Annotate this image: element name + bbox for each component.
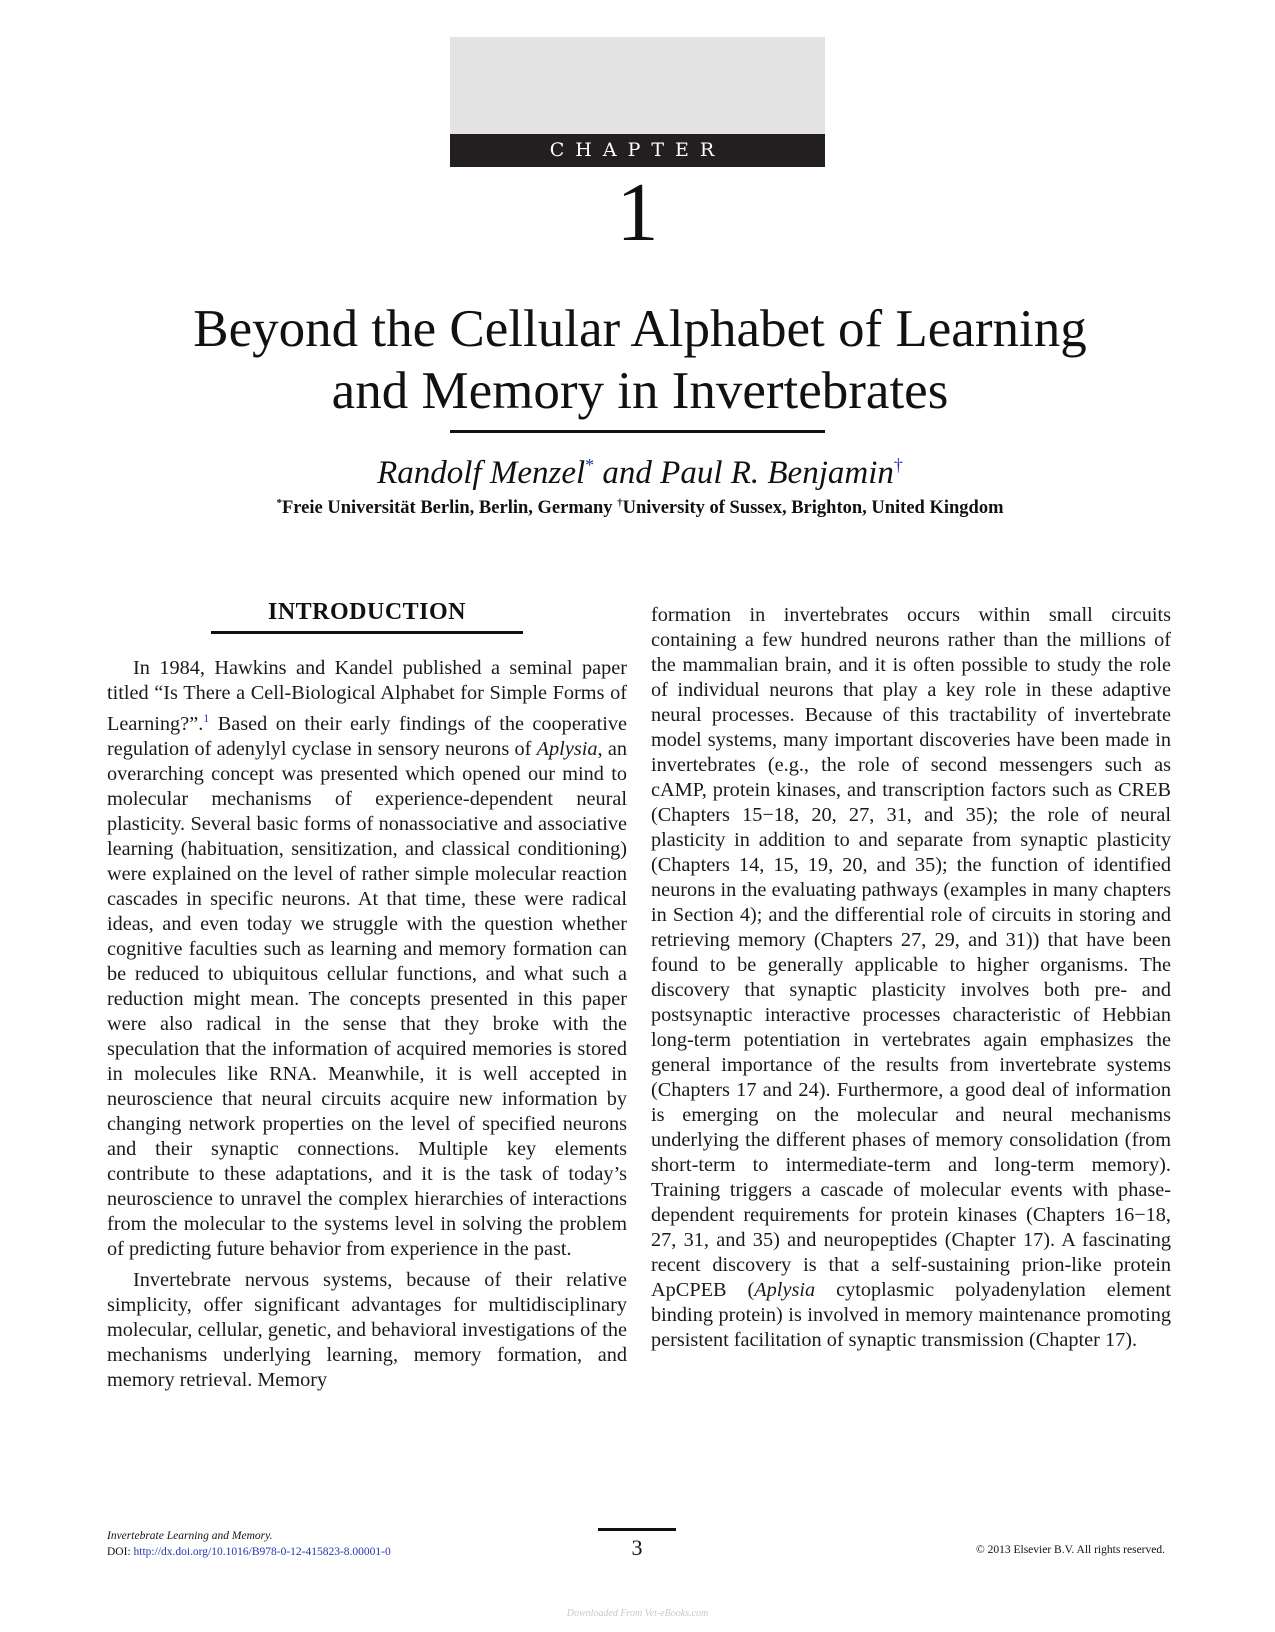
- chapter-header-box: [450, 37, 825, 134]
- affiliation-2: University of Sussex, Brighton, United Kingdom: [622, 498, 1004, 519]
- section-heading-rule: [211, 631, 523, 634]
- author-connector: and: [594, 455, 661, 491]
- right-column: [651, 603, 1171, 1353]
- paragraph-1-italic: Aplysia: [536, 737, 598, 760]
- paragraph-3-text-b: cytoplasmic polyadenylation element binding protein) is involved in memory maintenance promoting persistent facilitation of synaptic transmission (Chapter 17).: [651, 1279, 1171, 1351]
- left-column: [107, 600, 627, 1393]
- page-number-rule: [598, 1528, 676, 1531]
- footer-citation: [107, 1528, 391, 1560]
- chapter-title: [120, 298, 1160, 422]
- title-underline: [450, 430, 825, 433]
- author-line: [120, 444, 1160, 494]
- paragraph-3-italic: Aplysia: [754, 1279, 816, 1301]
- chapter-label: CHAPTER: [450, 134, 825, 167]
- download-watermark: Downloaded From Vet-eBooks.com: [566, 1608, 709, 1619]
- doi-link[interactable]: http://dx.doi.org/10.1016/B978-0-12-415823-8.00001-0: [133, 1546, 391, 1558]
- paragraph-1: [107, 656, 627, 1262]
- copyright-notice: © 2013 Elsevier B.V. All rights reserved.: [976, 1544, 1165, 1556]
- author-2-mark[interactable]: †: [893, 455, 903, 475]
- paragraph-1-text-b: Based on their early findings of the cooperative regulation of adenylyl cyclase in sensory neurons of: [107, 712, 627, 760]
- chapter-title-line-1: Beyond the Cellular Alphabet of Learning: [193, 300, 1087, 358]
- author-1-mark[interactable]: *: [585, 455, 595, 475]
- paragraph-3-text-a: formation in invertebrates occurs within small circuits containing a few hundred neurons rather than the millions of the mammalian brain, and it is often possible to study the role of individual neurons that play a key role in these adaptive neural processes. Because of this tractability of invertebrate model systems, many important discoveries have been made in invertebrates (e.g., the role of second messengers such as cAMP, protein kinases, and transcription factors such as CREB (Chapters 15−18, 20, 27, 31, and 35); the role of neural plasticity in addition to and separate from synaptic plasticity (Chapters 14, 15, 19, 20, and 35); the function of identified neurons in the evaluating pathways (examples in many chapters in Section 4); and the differential role of circuits in storing and retrieving memory (Chapters 27, 29, and 31)) that have been found to be generally applicable to higher organisms. The discovery that synaptic plasticity involves both pre- and postsynaptic interactive processes characteristic of Hebbian long-term potentiation in vertebrates again emphasizes the general importance of the results from invertebrate systems (Chapters 17 and 24). Furthermore, a good deal of information is emerging on the molecular and neural mechanisms underlying the different phases of memory consolidation (from short-term to intermediate-term and long-term memory). Training triggers a cascade of molecular events with phase-dependent requirements for protein kinases (Chapters 16−18, 27, 31, and 35) and neuropeptides (Chapter 17). A fascinating recent discovery is that a self-sustaining prion-like protein ApCPEB (: [651, 604, 1171, 1301]
- paragraph-2: Invertebrate nervous systems, because of their relative simplicity, offer significant advantages for multidisciplinary molecular, cellular, genetic, and behavioral investigations of the mechanisms underlying learning, memory formation, and memory retrieval. Memory: [107, 1268, 627, 1391]
- section-heading: INTRODUCTION: [267, 599, 467, 625]
- paragraph-3: [651, 603, 1171, 1353]
- paragraph-1-text-a: In 1984, Hawkins and Kandel published a seminal paper titled “Is There a Cell-Biological Alphabet for Simple Forms of Learning?”.: [107, 657, 627, 735]
- page-number: 3: [631, 1535, 643, 1560]
- paragraph-1-text-c: , an overarching concept was presented which opened our mind to molecular mechanisms of experience-dependent neural plasticity. Several basic forms of nonassociative and associative learning (habituation, sensitization, and classical conditioning) were explained on the level of rather simple molecular reaction cascades in specific neurons. At that time, these were radical ideas, and even today we struggle with the question whether cognitive faculties such as learning and memory formation can be reduced to ubiquitous cellular functions, and what such a reduction might mean. The concepts presented in this paper were also radical in the sense that they broke with the speculation that the information of acquired memories is stored in molecules like RNA. Meanwhile, it is well accepted in neuroscience that neural circuits acquire new information by changing network properties on the level of specified neurons and their synaptic connections. Multiple key elements contribute to these adaptations, and it is the task of today’s neuroscience to unravel the complex hierarchies of interactions from the molecular to the systems level in solving the problem of predicting future behavior from experience in the past.: [107, 737, 627, 1260]
- affiliation-2-mark: †: [617, 497, 623, 509]
- chapter-title-line-2: and Memory in Invertebrates: [331, 362, 949, 420]
- affiliation-1-mark: *: [276, 497, 282, 509]
- affiliation-1: Freie Universität Berlin, Berlin, Germany: [281, 498, 618, 519]
- chapter-number: 1: [616, 166, 659, 259]
- footer-doi: [107, 1544, 391, 1560]
- author-1: Randolf Menzel: [377, 455, 586, 491]
- reference-1-link[interactable]: 1: [203, 711, 210, 725]
- author-2: Paul R. Benjamin: [660, 455, 894, 491]
- doi-label: DOI:: [107, 1546, 134, 1558]
- affiliation-line: [120, 490, 1160, 521]
- footer-book-title: Invertebrate Learning and Memory.: [107, 1530, 273, 1542]
